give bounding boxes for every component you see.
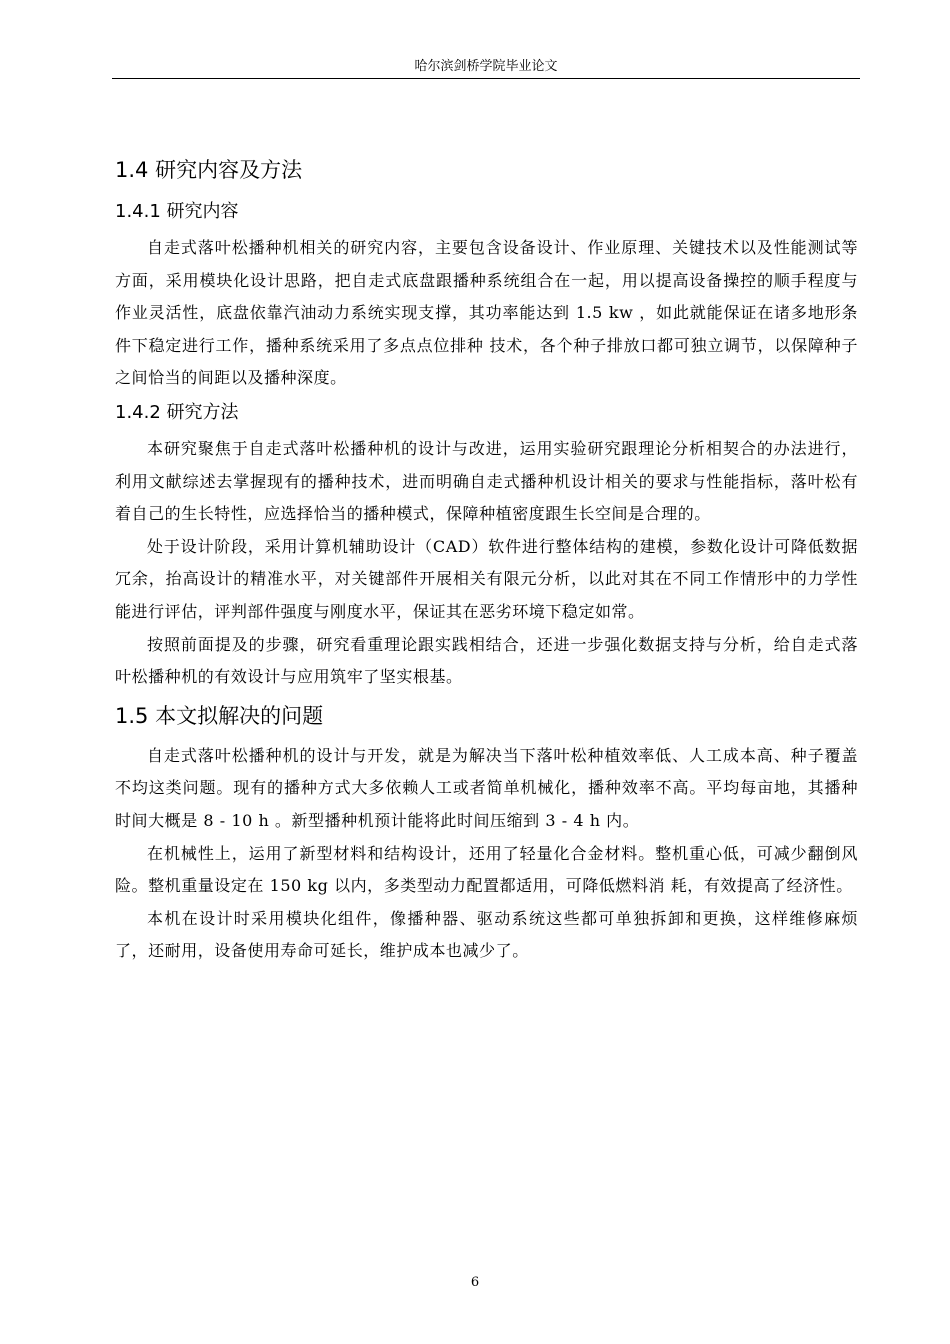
section-heading-1-5: 1.5 本文拟解决的问题	[115, 703, 324, 728]
section-heading-1-4: 1.4 研究内容及方法	[115, 158, 303, 182]
paragraph: 处于设计阶段，采用计算机辅助设计（CAD）软件进行整体结构的建模，参数化设计可降低数据冗余，抬高设计的精准水平，对关键部件开展相关有限元分析，以此对其在不同工作情形中的力学性能进行评估，评判部件强度与刚度水平，保证其在恶劣环境下稳定如常。	[115, 536, 858, 621]
running-header: 哈尔滨剑桥学院毕业论文	[414, 59, 558, 74]
subsection-heading-1-4-1: 1.4.1 研究内容	[115, 201, 239, 222]
page-body	[115, 152, 858, 968]
paragraph: 按照前面提及的步骤，研究看重理论跟实践相结合，还进一步强化数据支持与分析，给自走式落叶松播种机的有效设计与应用筑牢了坚实根基。	[115, 634, 858, 687]
paragraph: 自走式落叶松播种机的设计与开发，就是为解决当下落叶松种植效率低、人工成本高、种子覆盖不均这类问题。现有的播种方式大多依赖人工或者简单机械化，播种效率不高。平均每亩地，其播种时间大概是 8 - 10 h 。新型播种机预计能将此时间压缩到 3 - 4 h 内。	[115, 745, 858, 830]
paragraph: 自走式落叶松播种机相关的研究内容，主要包含设备设计、作业原理、关键技术以及性能测试等方面，采用模块化设计思路，把自走式底盘跟播种系统组合在一起，用以提高设备操控的顺手程度与作业灵活性，底盘依靠汽油动力系统实现支撑，其功率能达到 1.5 kw ，如此就能保证在诸多地形条件下稳定进行工作，播种系统采用了多点点位排种 技术，各个种子排放口都可独立调节，以保障种子之间恰当的间距以及播种深度。	[115, 238, 858, 388]
page-number: 6	[470, 1275, 480, 1290]
header-rule	[112, 78, 860, 79]
subsection-heading-1-4-2: 1.4.2 研究方法	[115, 401, 239, 423]
paragraph: 在机械性上，运用了新型材料和结构设计，还用了轻量化合金材料。整机重心低，可减少翻倒风险。整机重量设定在 150 kg 以内，多类型动力配置都适用，可降低燃料消 耗，有效提高了经济性。	[115, 843, 858, 896]
paragraph: 本机在设计时采用模块化组件，像播种器、驱动系统这些都可单独拆卸和更换，这样维修麻烦了，还耐用，设备使用寿命可延长，维护成本也减少了。	[115, 908, 858, 961]
paragraph: 本研究聚焦于自走式落叶松播种机的设计与改进，运用实验研究跟理论分析相契合的办法进行，利用文献综述去掌握现有的播种技术，进而明确自走式播种机设计相关的要求与性能指标，落叶松有着自己的生长特性，应选择恰当的播种模式，保障种植密度跟生长空间是合理的。	[115, 438, 858, 524]
